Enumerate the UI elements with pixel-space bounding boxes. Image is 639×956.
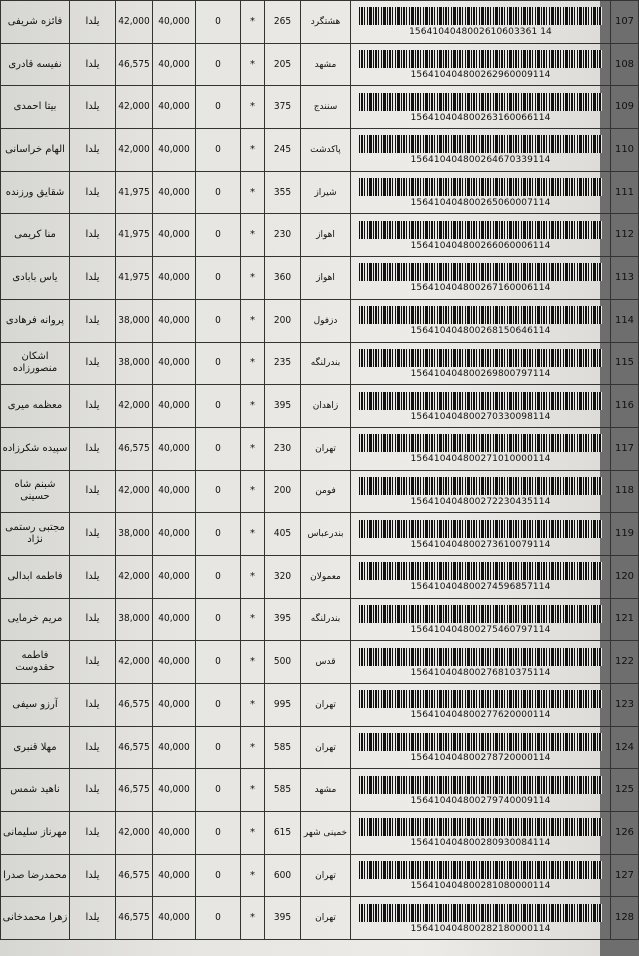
city-name: معمولان (301, 555, 351, 598)
weight-value: 395 (265, 385, 301, 428)
barcode-bars-icon (359, 93, 602, 111)
total-amount: 42,000 (116, 1, 153, 44)
zero-value: 0 (196, 684, 241, 727)
star-mark: * (241, 214, 265, 257)
bank-name: یلدا (70, 513, 116, 556)
total-amount: 46,575 (116, 43, 153, 86)
base-amount: 40,000 (153, 299, 196, 342)
total-amount: 38,000 (116, 299, 153, 342)
weight-value: 405 (265, 513, 301, 556)
row-number: 121 (611, 598, 639, 641)
recipient-name: مهرناز سلیمانی (1, 812, 70, 855)
weight-value: 600 (265, 854, 301, 897)
row-number: 111 (611, 171, 639, 214)
barcode-cell (351, 43, 611, 86)
city-name: تهران (301, 684, 351, 727)
table-row (1, 641, 639, 684)
city-name: بندرعباس (301, 513, 351, 556)
row-number: 115 (611, 342, 639, 385)
table-row (1, 470, 639, 513)
total-amount: 38,000 (116, 342, 153, 385)
city-name: تهران (301, 427, 351, 470)
tracking-code: 156410404800274596857114 (410, 582, 551, 593)
star-mark: * (241, 513, 265, 556)
bank-name: یلدا (70, 641, 116, 684)
city-name: بندرلنگه (301, 598, 351, 641)
weight-value: 395 (265, 598, 301, 641)
total-amount: 46,575 (116, 769, 153, 812)
barcode-cell (351, 129, 611, 172)
barcode-bars-icon (359, 306, 602, 324)
zero-value: 0 (196, 555, 241, 598)
base-amount: 40,000 (153, 129, 196, 172)
city-name: تهران (301, 897, 351, 940)
weight-value: 265 (265, 1, 301, 44)
zero-value: 0 (196, 812, 241, 855)
row-number: 117 (611, 427, 639, 470)
zero-value: 0 (196, 897, 241, 940)
recipient-name: پروانه فرهادی (1, 299, 70, 342)
star-mark: * (241, 812, 265, 855)
barcode-cell (351, 726, 611, 769)
total-amount: 46,575 (116, 854, 153, 897)
total-amount: 42,000 (116, 812, 153, 855)
recipient-name: فاطمه حقدوست (1, 641, 70, 684)
base-amount: 40,000 (153, 684, 196, 727)
base-amount: 40,000 (153, 1, 196, 44)
base-amount: 40,000 (153, 854, 196, 897)
barcode-cell (351, 555, 611, 598)
weight-value: 375 (265, 86, 301, 129)
base-amount: 40,000 (153, 897, 196, 940)
barcode-bars-icon (359, 861, 602, 879)
tracking-code: 156410404800272230435114 (410, 496, 551, 507)
total-amount: 46,575 (116, 726, 153, 769)
base-amount: 40,000 (153, 342, 196, 385)
bank-name: یلدا (70, 427, 116, 470)
row-number: 118 (611, 470, 639, 513)
row-number: 124 (611, 726, 639, 769)
barcode-cell (351, 854, 611, 897)
tracking-code: 156410404800281080000114 (410, 881, 551, 892)
bank-name: یلدا (70, 897, 116, 940)
zero-value: 0 (196, 641, 241, 684)
weight-value: 235 (265, 342, 301, 385)
bank-name: یلدا (70, 43, 116, 86)
total-amount: 42,000 (116, 555, 153, 598)
recipient-name: اشکان منصورزاده (1, 342, 70, 385)
table-row (1, 299, 639, 342)
star-mark: * (241, 470, 265, 513)
row-number: 109 (611, 86, 639, 129)
tracking-code: 156410404800275460797114 (410, 624, 551, 635)
zero-value: 0 (196, 854, 241, 897)
barcode-bars-icon (359, 818, 602, 836)
weight-value: 395 (265, 897, 301, 940)
table-row (1, 427, 639, 470)
barcode-bars-icon (359, 7, 602, 25)
recipient-name: فائزه شریفی (1, 1, 70, 44)
tracking-code: 156410404800276810375114 (410, 667, 551, 678)
bank-name: یلدا (70, 342, 116, 385)
zero-value: 0 (196, 513, 241, 556)
zero-value: 0 (196, 342, 241, 385)
base-amount: 40,000 (153, 214, 196, 257)
weight-value: 200 (265, 299, 301, 342)
tracking-code: 156410404800277620000114 (410, 710, 551, 721)
row-number: 125 (611, 769, 639, 812)
zero-value: 0 (196, 43, 241, 86)
zero-value: 0 (196, 598, 241, 641)
city-name: مشهد (301, 43, 351, 86)
recipient-name: ناهید شمس (1, 769, 70, 812)
weight-value: 360 (265, 257, 301, 300)
bank-name: یلدا (70, 299, 116, 342)
star-mark: * (241, 171, 265, 214)
bank-name: یلدا (70, 385, 116, 428)
bank-name: یلدا (70, 854, 116, 897)
tracking-code: 156410404800262960009114 (410, 70, 551, 81)
zero-value: 0 (196, 769, 241, 812)
table-row (1, 555, 639, 598)
barcode-bars-icon (359, 733, 602, 751)
star-mark: * (241, 854, 265, 897)
base-amount: 40,000 (153, 257, 196, 300)
bank-name: یلدا (70, 812, 116, 855)
bank-name: یلدا (70, 86, 116, 129)
tracking-code: 156410404800267160006114 (410, 283, 551, 294)
barcode-cell (351, 214, 611, 257)
recipient-name: یاس بابادی (1, 257, 70, 300)
zero-value: 0 (196, 86, 241, 129)
city-name: زاهدان (301, 385, 351, 428)
star-mark: * (241, 129, 265, 172)
table-row (1, 342, 639, 385)
bank-name: یلدا (70, 726, 116, 769)
total-amount: 38,000 (116, 598, 153, 641)
bank-name: یلدا (70, 555, 116, 598)
barcode-bars-icon (359, 648, 602, 666)
total-amount: 41,975 (116, 214, 153, 257)
tracking-code: 156410404800266060006114 (410, 240, 551, 251)
tracking-code: 156410404800280930084114 (410, 838, 551, 849)
star-mark: * (241, 385, 265, 428)
barcode-cell (351, 812, 611, 855)
zero-value: 0 (196, 257, 241, 300)
weight-value: 585 (265, 769, 301, 812)
star-mark: * (241, 1, 265, 44)
barcode-bars-icon (359, 605, 602, 623)
table-row (1, 43, 639, 86)
city-name: سنندج (301, 86, 351, 129)
total-amount: 41,975 (116, 171, 153, 214)
barcode-cell (351, 299, 611, 342)
recipient-name: سپیده شکرزاده (1, 427, 70, 470)
star-mark: * (241, 641, 265, 684)
table-row (1, 214, 639, 257)
row-number: 110 (611, 129, 639, 172)
city-name: شیراز (301, 171, 351, 214)
zero-value: 0 (196, 427, 241, 470)
recipient-name: شقایق ورزنده (1, 171, 70, 214)
total-amount: 46,575 (116, 684, 153, 727)
star-mark: * (241, 43, 265, 86)
weight-value: 615 (265, 812, 301, 855)
tracking-code: 156410404800263160066114 (410, 112, 551, 123)
barcode-cell (351, 470, 611, 513)
base-amount: 40,000 (153, 43, 196, 86)
table-row (1, 385, 639, 428)
zero-value: 0 (196, 129, 241, 172)
barcode-bars-icon (359, 776, 602, 794)
total-amount: 42,000 (116, 641, 153, 684)
table-row (1, 684, 639, 727)
tracking-code: 156410404800279740009114 (410, 795, 551, 806)
recipient-name: آرزو سیفی (1, 684, 70, 727)
city-name: بندرلنگه (301, 342, 351, 385)
zero-value: 0 (196, 726, 241, 769)
tracking-code: 156410404800282180000114 (410, 923, 551, 934)
barcode-bars-icon (359, 392, 602, 410)
barcode-cell (351, 684, 611, 727)
recipient-name: مجتبی رستمی نژاد (1, 513, 70, 556)
bank-name: یلدا (70, 470, 116, 513)
tracking-code: 1564104048002610603361 14 (409, 27, 552, 38)
star-mark: * (241, 86, 265, 129)
total-amount: 46,575 (116, 897, 153, 940)
star-mark: * (241, 427, 265, 470)
recipient-name: مریم خرمایی (1, 598, 70, 641)
tracking-code: 156410404800273610079114 (410, 539, 551, 550)
city-name: اهواز (301, 214, 351, 257)
recipient-name: معظمه میری (1, 385, 70, 428)
weight-value: 230 (265, 214, 301, 257)
weight-value: 355 (265, 171, 301, 214)
city-name: فومن (301, 470, 351, 513)
city-name: دزفول (301, 299, 351, 342)
table-body (1, 1, 639, 940)
table-row (1, 812, 639, 855)
weight-value: 585 (265, 726, 301, 769)
row-number: 114 (611, 299, 639, 342)
city-name: اهواز (301, 257, 351, 300)
base-amount: 40,000 (153, 769, 196, 812)
total-amount: 41,975 (116, 257, 153, 300)
weight-value: 200 (265, 470, 301, 513)
star-mark: * (241, 342, 265, 385)
tracking-code: 156410404800268150646114 (410, 326, 551, 337)
barcode-cell (351, 385, 611, 428)
bank-name: یلدا (70, 129, 116, 172)
barcode-cell (351, 897, 611, 940)
base-amount: 40,000 (153, 641, 196, 684)
base-amount: 40,000 (153, 427, 196, 470)
recipient-name: بیتا احمدی (1, 86, 70, 129)
base-amount: 40,000 (153, 86, 196, 129)
zero-value: 0 (196, 214, 241, 257)
row-number: 127 (611, 854, 639, 897)
bank-name: یلدا (70, 171, 116, 214)
table-row (1, 129, 639, 172)
total-amount: 46,575 (116, 427, 153, 470)
table-row (1, 171, 639, 214)
star-mark: * (241, 299, 265, 342)
zero-value: 0 (196, 385, 241, 428)
barcode-bars-icon (359, 520, 602, 538)
total-amount: 42,000 (116, 129, 153, 172)
base-amount: 40,000 (153, 555, 196, 598)
row-number: 113 (611, 257, 639, 300)
recipient-name: فاطمه ابدالی (1, 555, 70, 598)
row-number: 108 (611, 43, 639, 86)
weight-value: 500 (265, 641, 301, 684)
city-name: خمینی شهر (301, 812, 351, 855)
base-amount: 40,000 (153, 513, 196, 556)
city-name: تهران (301, 726, 351, 769)
weight-value: 995 (265, 684, 301, 727)
barcode-cell (351, 86, 611, 129)
tracking-code: 156410404800265060007114 (410, 198, 551, 209)
table-row (1, 897, 639, 940)
bank-name: یلدا (70, 257, 116, 300)
barcode-bars-icon (359, 690, 602, 708)
barcode-bars-icon (359, 50, 602, 68)
row-number: 119 (611, 513, 639, 556)
row-number: 122 (611, 641, 639, 684)
row-number: 112 (611, 214, 639, 257)
recipient-name: محمدرضا صدرا (1, 854, 70, 897)
total-amount: 42,000 (116, 86, 153, 129)
base-amount: 40,000 (153, 812, 196, 855)
tracking-code: 156410404800278720000114 (410, 753, 551, 764)
zero-value: 0 (196, 299, 241, 342)
row-number: 128 (611, 897, 639, 940)
star-mark: * (241, 555, 265, 598)
table-row (1, 854, 639, 897)
bank-name: یلدا (70, 1, 116, 44)
city-name: تهران (301, 854, 351, 897)
base-amount: 40,000 (153, 598, 196, 641)
bank-name: یلدا (70, 769, 116, 812)
recipient-name: زهرا محمدخانی (1, 897, 70, 940)
star-mark: * (241, 726, 265, 769)
barcode-bars-icon (359, 178, 602, 196)
weight-value: 230 (265, 427, 301, 470)
bank-name: یلدا (70, 684, 116, 727)
barcode-cell (351, 513, 611, 556)
table-row (1, 769, 639, 812)
barcode-cell (351, 257, 611, 300)
base-amount: 40,000 (153, 171, 196, 214)
barcode-bars-icon (359, 477, 602, 495)
weight-value: 320 (265, 555, 301, 598)
recipient-name: شبنم شاه حسینی (1, 470, 70, 513)
barcode-cell (351, 342, 611, 385)
zero-value: 0 (196, 1, 241, 44)
star-mark: * (241, 257, 265, 300)
star-mark: * (241, 598, 265, 641)
recipient-name: منا کریمی (1, 214, 70, 257)
barcode-bars-icon (359, 562, 602, 580)
barcode-bars-icon (359, 434, 602, 452)
zero-value: 0 (196, 171, 241, 214)
zero-value: 0 (196, 470, 241, 513)
barcode-cell (351, 427, 611, 470)
barcode-bars-icon (359, 904, 602, 922)
tracking-code: 156410404800264670339114 (410, 155, 551, 166)
star-mark: * (241, 897, 265, 940)
table-row (1, 1, 639, 44)
base-amount: 40,000 (153, 726, 196, 769)
row-number: 116 (611, 385, 639, 428)
row-number: 123 (611, 684, 639, 727)
bank-name: یلدا (70, 598, 116, 641)
row-number: 107 (611, 1, 639, 44)
recipient-name: الهام خراسانی (1, 129, 70, 172)
barcode-bars-icon (359, 221, 602, 239)
total-amount: 38,000 (116, 513, 153, 556)
tracking-code: 156410404800270330098114 (410, 411, 551, 422)
table-row (1, 598, 639, 641)
bank-name: یلدا (70, 214, 116, 257)
city-name: قدس (301, 641, 351, 684)
barcode-cell (351, 641, 611, 684)
city-name: هشتگرد (301, 1, 351, 44)
weight-value: 205 (265, 43, 301, 86)
row-number: 126 (611, 812, 639, 855)
barcode-bars-icon (359, 263, 602, 281)
table-row (1, 513, 639, 556)
table-row (1, 257, 639, 300)
barcode-cell (351, 598, 611, 641)
recipient-name: نفیسه قادری (1, 43, 70, 86)
barcode-bars-icon (359, 349, 602, 367)
total-amount: 42,000 (116, 385, 153, 428)
row-number: 120 (611, 555, 639, 598)
city-name: مشهد (301, 769, 351, 812)
barcode-cell (351, 769, 611, 812)
star-mark: * (241, 769, 265, 812)
table-row (1, 86, 639, 129)
barcode-cell (351, 1, 611, 44)
city-name: پاکدشت (301, 129, 351, 172)
base-amount: 40,000 (153, 385, 196, 428)
barcode-cell (351, 171, 611, 214)
recipient-name: مهلا قنبری (1, 726, 70, 769)
table-row (1, 726, 639, 769)
tracking-code: 156410404800269800797114 (410, 368, 551, 379)
base-amount: 40,000 (153, 470, 196, 513)
star-mark: * (241, 684, 265, 727)
weight-value: 245 (265, 129, 301, 172)
tracking-code: 156410404800271010000114 (410, 454, 551, 465)
total-amount: 42,000 (116, 470, 153, 513)
barcode-bars-icon (359, 135, 602, 153)
